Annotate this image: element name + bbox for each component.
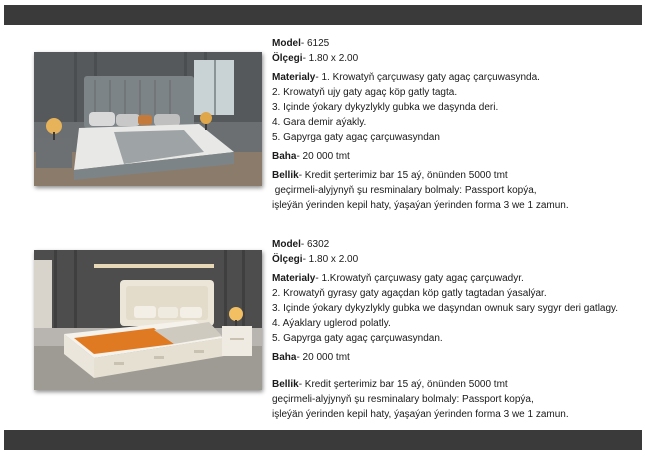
size-value: - 1.80 x 2.00 xyxy=(302,53,359,64)
size-line xyxy=(272,252,644,267)
material-item: 3. Içinde ýokary dykyzlykly gubka we daşyndan ownuk sary sygyr deri gatlagy. xyxy=(272,303,619,314)
price-label: Baha xyxy=(272,151,297,162)
material-item: 5. Gapyrga gaty agaç çarçuwasyndan xyxy=(272,132,440,143)
bottom-footer-bar xyxy=(4,430,642,450)
product-photo-6125 xyxy=(34,52,262,186)
material-line xyxy=(272,70,644,85)
material-item: - 1.Krowatyň çarçuwasy gaty agaç çarçuwadyr. xyxy=(315,273,524,284)
price-label: Baha xyxy=(272,352,297,363)
price-value: - 20 000 tmt xyxy=(296,352,350,363)
product-photo-6302 xyxy=(34,250,262,390)
size-line xyxy=(272,51,644,66)
size-value: - 1.80 x 2.00 xyxy=(302,254,359,265)
model-line xyxy=(272,36,644,51)
material-label: Materialy xyxy=(272,72,316,83)
bed-illustration-grey xyxy=(34,52,262,186)
credit-line xyxy=(272,377,644,392)
size-label: Ölçegi xyxy=(272,53,303,64)
price-value: - 20 000 tmt xyxy=(296,151,350,162)
material-item: 5. Gapyrga gaty agaç çarçuwasyndan. xyxy=(272,333,443,344)
material-label: Materialy xyxy=(272,273,316,284)
material-line xyxy=(272,271,644,286)
model-value: - 6302 xyxy=(300,239,330,250)
credit-line xyxy=(272,168,644,183)
model-label: Model xyxy=(272,239,301,250)
price-line xyxy=(272,149,644,164)
price-line xyxy=(272,350,644,365)
material-item: 2. Krowatyň ujy gaty agaç köp gatly tagta. xyxy=(272,87,458,98)
product-info-6302 xyxy=(272,237,644,422)
credit-text: geçirmeli-alyjynyň şu resminalary bolmaly: Passport kopýa, xyxy=(272,185,537,196)
product-info-6125 xyxy=(272,36,644,213)
material-item: 4. Aýaklary uglerod polatly. xyxy=(272,318,391,329)
bed-illustration-cream xyxy=(34,250,262,390)
credit-label: Bellik xyxy=(272,379,299,390)
material-item: 3. Içinde ýokary dykyzlykly gubka we daşynda deri. xyxy=(272,102,499,113)
material-item: 4. Gara demir aýakly. xyxy=(272,117,367,128)
credit-text: işleýän ýerinden kepil haty, ýaşaýan ýerinden forma 3 we 1 zamun. xyxy=(272,200,569,211)
model-value: - 6125 xyxy=(300,38,330,49)
credit-text: - Kredit şerterimiz bar 15 aý, önünden 5000 tmt xyxy=(298,170,508,181)
credit-text: - Kredit şerterimiz bar 15 aý, önünden 5000 tmt xyxy=(298,379,508,390)
size-label: Ölçegi xyxy=(272,254,303,265)
credit-label: Bellik xyxy=(272,170,299,181)
model-line xyxy=(272,237,644,252)
model-label: Model xyxy=(272,38,301,49)
credit-text: geçirmeli-alyjynyň şu resminalary bolmaly: Passport kopýa, xyxy=(272,394,534,405)
credit-text: işleýän ýerinden kepil haty, ýaşaýan ýerinden forma 3 we 1 zamun. xyxy=(272,409,569,420)
material-item: - 1. Krowatyň çarçuwasy gaty agaç çarçuwasynda. xyxy=(315,72,540,83)
material-item: 2. Krowatyň gyrasy gaty agaçdan köp gatly tagtadan ýasalýar. xyxy=(272,288,547,299)
top-header-bar xyxy=(4,5,642,25)
